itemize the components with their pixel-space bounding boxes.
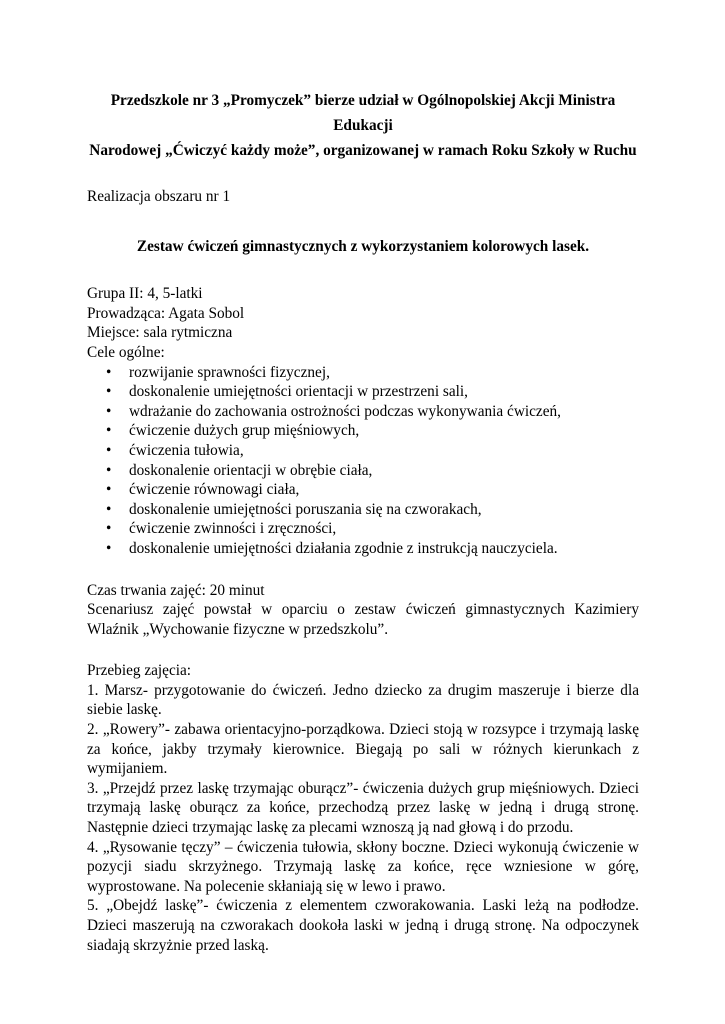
list-item: • ćwiczenie dużych grup mięśniowych, — [106, 422, 360, 440]
list-item: • rozwijanie sprawności fizycznej, — [106, 363, 330, 381]
list-item: • doskonalenie umiejętności poruszania się na czworakach, — [106, 500, 482, 518]
step-4: 4. „Rysowanie tęczy” – ćwiczenia tułowia, skłony boczne. Dzieci wykonują ćwiczenie w pozycji siadu skrzyżnego. Trzymają laskę za końce, ręce wzniesione w górę, wyprostowane. Na polecenie skłaniają się w lewo i prawo. — [87, 838, 639, 895]
document-title-line-2: Narodowej „Ćwiczyć każdy może”, organizowanej w ramach Roku Szkoły w Ruchu — [89, 142, 637, 159]
exercise-set-title: Zestaw ćwiczeń gimnastycznych z wykorzystaniem kolorowych lasek. — [136, 237, 590, 255]
list-item: • ćwiczenia tułowia, — [106, 441, 244, 459]
bullet-icon: • — [106, 520, 112, 538]
list-item: • ćwiczenie równowagi ciała, — [106, 481, 300, 499]
list-item: • doskonalenie umiejętności działania zgodnie z instrukcją nauczyciela. — [106, 539, 558, 557]
bullet-icon: • — [106, 481, 112, 499]
bullet-icon: • — [106, 441, 112, 459]
place-info: Miejsce: sala rytmiczna — [87, 324, 233, 342]
bullet-icon: • — [106, 500, 112, 518]
list-item: • doskonalenie orientacji w obrębie ciała, — [106, 461, 373, 479]
course-label: Przebieg zajęcia: — [87, 662, 192, 680]
area-label: Realizacja obszaru nr 1 — [87, 188, 231, 205]
goals-list — [87, 363, 639, 559]
document-title-line-1: Przedszkole nr 3 „Promyczek” bierze udział w Ogólnopolskiej Akcji Ministra Edukacji — [110, 92, 616, 134]
duration-info: Czas trwania zajęć: 20 minut — [87, 581, 265, 599]
goals-label: Cele ogólne: — [87, 343, 165, 361]
step-1: 1. Marsz- przygotowanie do ćwiczeń. Jedno dziecko za drugim maszeruje i bierze dla siebie laskę. — [87, 681, 639, 719]
bullet-icon: • — [106, 363, 112, 381]
leader-info: Prowadząca: Agata Sobol — [87, 304, 245, 322]
list-item: • ćwiczenie zwinności i zręczności, — [106, 520, 337, 538]
list-item: • doskonalenie umiejętności orientacji w przestrzeni sali, — [106, 383, 468, 401]
list-item: • wdrażanie do zachowania ostrożności podczas wykonywania ćwiczeń, — [106, 402, 561, 420]
bullet-icon: • — [106, 539, 112, 557]
bullet-icon: • — [106, 402, 112, 420]
step-3: 3. „Przejdź przez laskę trzymając oburącz”- ćwiczenia dużych grup mięśniowych. Dzieci trzymają laskę oburącz za końce, przechodzą przez laskę w jedną i drugą stronę. Następnie dzieci trzymając laskę za plecami wznoszą ją nad głową i do przodu. — [87, 779, 639, 837]
step-5: 5. „Obejdź laskę”- ćwiczenia z elementem czworakowania. Laski leżą na podłodze. Dzieci maszerują na czworakach dookoła laski w jedną i drugą stronę. Na odpoczynek siadają skrzyżnie przed laską. — [87, 897, 639, 954]
document-page — [87, 88, 639, 955]
group-info: Grupa II: 4, 5-latki — [87, 285, 203, 303]
bullet-icon: • — [106, 461, 112, 479]
source-info: Scenariusz zajęć powstał w oparciu o zestaw ćwiczeń gimnastycznych Kazimiery Wlaźnik „Wychowanie fizyczne w przedszkolu”. — [87, 601, 639, 638]
bullet-icon: • — [106, 422, 112, 440]
step-2: 2. „Rowery”- zabawa orientacyjno-porządkowa. Dzieci stoją w rozsypce i trzymają laskę za końce, jakby trzymały kierownice. Biegają po sali w różnych kierunkach z wymijaniem. — [87, 721, 639, 778]
bullet-icon: • — [106, 383, 112, 401]
